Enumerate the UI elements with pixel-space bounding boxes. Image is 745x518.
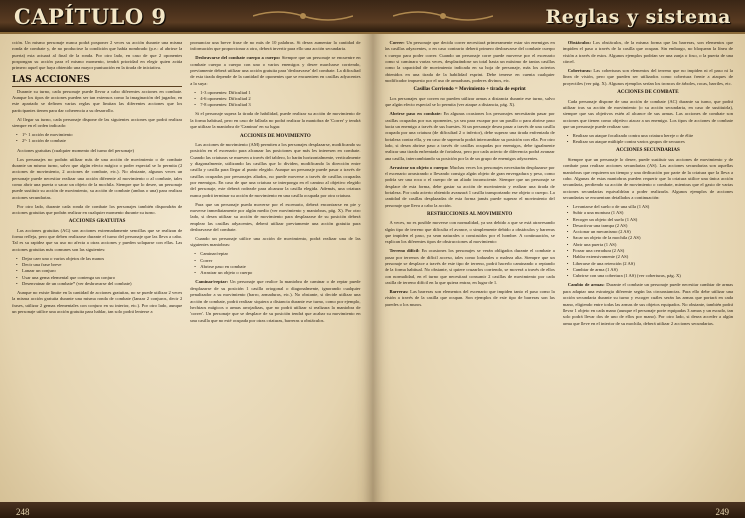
list-item: • Usar una gema elemental que contenga un conjuro xyxy=(16,275,182,281)
subheading-movimiento: ACCIONES DE MOVIMIENTO xyxy=(240,133,311,139)
left-column-1 xyxy=(12,40,182,498)
subheading-combate: ACCIONES DE COMBATE xyxy=(617,90,679,95)
right-page xyxy=(373,0,745,518)
ornament-icon xyxy=(393,8,493,24)
paragraph-text: Las barreras son elementos del escenario que impiden tanto el paso como la visión a través de la casilla que ocupan. Son ejemplos de este tipo de barreras son las paredes o los muros. xyxy=(384,289,555,307)
paragraph: Las acciones de movimiento (AM) permiten a los personajes desplazarse, modificando su posición en el escenario para alcanzar las posiciones que más les interesen en combate. Cuando las criaturas se mueven a través del tablero, lo harán horizontalmente, verticalmente y diagonalmente, utilizando las casillas que lo dividen, modificando la dirección entre casilla y casilla para llegar al punto elegido. Aunque un personaje puede pasar a través de casillas ocupadas por personajes aliados, no puede moverse a través de casillas ocupadas por enemigos. En caso de que una criatura se interponga en el camino al objetivo elegido del personaje, este deberá rodearle para alcanzar la casilla elegida. Además, una criatura nunca podrá terminar su acción de movimiento en una casilla ocupada por otra criatura. xyxy=(190,142,361,198)
paragraph: Cuando un personaje utilice una acción de movimiento, podrá realizar una de las siguientes maniobras: xyxy=(190,236,361,248)
list-item: • Lanzar un conjuro xyxy=(16,268,182,274)
inline-heading: Desbravarse del combate cuerpo a cuerpo: xyxy=(195,55,281,61)
paragraph: Aunque no existe límite en la cantidad de acciones gratuitas, no se puede utilizar 2 veces la misma acción gratuita durante una misma ronda de combate (lanzar 2 conjuros, decir 2 frases, utilizar 2 gemas elementales con conjuro en su interior, etc.). Por otro lado, aunque un personaje utilice una acción gratuita para hablar, tan solo podrá lenterse a xyxy=(12,290,183,315)
inline-heading: Correr: xyxy=(389,40,405,45)
list-item: • Liberarse de una retención (2 AS) xyxy=(567,261,733,267)
list-item: • Recoger un objeto del suelo (1 AS) xyxy=(567,217,733,223)
paragraph: Por otro lado, durante cada ronda de combate los personajes también dispondrán de acciones gratuitas que podrán realizar en cualquier momento durante su turno. xyxy=(12,203,183,215)
paragraph: Cada personaje dispone de una acción de combate (AC) durante su turno, que podrá utilizar tras su acción de movimiento (o su acción secundaria, en caso de sustituirla), siempre que sus objetivos estén al alcance de sus armas. Las acciones de combate son acciones que tienen como objetivo atacar a un enemigo. Los tipos de acciones de combate que un personaje puede realizar son: xyxy=(562,98,733,129)
paragraph-text: Muchas veces los personajes necesitarán desplazarse por el escenario arrastrando o llevando consigo algún objeto de gran envergadura y peso, como podría ser una roca o el cuerpo de un aliado inconsciente. Siempre que un personaje se desplace de esta forma, debe gastar su acción de movimiento y realizar una tirada de fortaleza. Por cada acierto obtenido avanzará 1 casilla transportando ese objeto o cuerpo. La cantidad de casillas desplazadas de esta forma jamás puede superar el movimiento del personaje que lleva a cabo la acción. xyxy=(384,164,555,208)
subheading-restricciones: RESTRICCIONES AL MOVIMIENTO xyxy=(427,211,513,217)
list-item: • Abrir una puerta (1 AS) xyxy=(567,242,733,248)
list-item: • Accionar un mecanismo (2 AS) xyxy=(567,229,733,235)
list-item: • 1-3 oponentes: Dificultad 1 xyxy=(194,90,360,96)
paragraph: Durante su turno, cada personaje puede llevar a cabo diferentes acciones en combate. Aunque los tipos de acciones pueden ser tan extensos como la imaginación del jugador, en este apartado se definen varias reglas que limitan las diferentes acciones que los participantes tienen para dar coherencia a su desarrollo. xyxy=(12,88,183,113)
list-item: • 1ª- 1 acción de movimiento xyxy=(16,132,182,138)
paragraph-text: En algunas ocasiones los personajes necesitarán pasar por casillas ocupadas por sus oponentes, ya sea para escapar por un pasillo o para abrirse paso hacia un enemigo a través de sus huestes. Si un personaje desea pasar a través de una casilla ocupada por una criatura (de dificultad 2 o inferior), debe superar una tirada enfrentada de fortaleza contra ella, y en caso de superarla podrá intercambiar su posición con ella. Por otro lado, si desea abrirse paso a través de casillas ocupadas por enemigos, debe igualmente realizar una tirada enfrentada de fortaleza, pero por cada acierto de diferencia podrá avanzar una casilla, intercambiando su posición por la de un grupo de enemigos adyacentes. xyxy=(384,111,555,161)
section-heading-acciones: LAS ACCIONES xyxy=(12,75,182,87)
page-number: 248 xyxy=(16,507,30,517)
list-item: • 2ª- 1 acción de combate xyxy=(16,138,182,144)
list-item: • Subir a una montura (1 AS) xyxy=(567,210,733,216)
list-item: • Levantarse del suelo o de una silla (1 AS) xyxy=(567,204,733,210)
list-item: • Hablar extensivamente (2 AS) xyxy=(567,254,733,260)
left-footer xyxy=(0,502,373,518)
right-column-1 xyxy=(385,40,555,498)
list-item: • Caminar/reptar xyxy=(194,251,360,257)
paragraph-text: Durante el combate un personaje puede necesitar cambiar de armas para adaptar una estrategia diferente según las circunstancias. Para ello debe utilizar una acción secundaria durante su turno y escoger cuáles serán las armas que portará en cada mano, eligiendo entre todas las armas de sus objetos equipados. No obstante, también podrá llevar 1 objeto en cada mano (aunque el personaje porte equipadas 3 armas y un escudo, tan solo podrá llevar dos de uno de ellos por mano). Por otro lado, si desea acceder a algún arma que lleve en el interior de su mochila, deberá utilizar 2 acciones secundarias. xyxy=(562,282,733,326)
inline-heading: Abrirse paso en combate: xyxy=(389,111,442,117)
list-item: • Desactivar una trampa (2 AS) xyxy=(567,223,733,229)
combat-actions-list xyxy=(567,133,733,146)
subheading-gratuitas: ACCIONES GRATUITAS xyxy=(68,219,126,225)
paragraph: Si el personaje supera la tirada de habilidad, puede realizar su acción de movimiento de la forma habitual, pero en caso de fallarla no podrá realizar la maniobra de 'Correr' y tendrá que utilizar la maniobra de 'Caminar' en su lugar. xyxy=(190,111,361,130)
inline-heading: Barreras: xyxy=(389,289,409,295)
list-item: • Sacar un objeto de la mochila (2 AS) xyxy=(567,235,733,241)
formula-heading: Casillas Corriendo = Movimiento + tirada de esprint xyxy=(413,87,526,93)
paragraph: A veces, no es posible moverse con normalidad, ya sea debido a que se está atravesando algún tipo de terreno que dificulta el avance, o simplemente debido a obstáculos y barreras que impiden el paso, ya sean naturales o construidos por el hombre. A continuación, se explican los diferentes tipos de obstrucciones al movimiento: xyxy=(384,220,555,245)
paragraph: Los personajes que corren no pueden utilizar armas a distancia durante ese turno, salvo que algún efecto especial se lo permita (ver ataque a distancia, pág. X). xyxy=(384,95,555,108)
left-header xyxy=(0,0,373,34)
list-item: • Dejar caer uno o varios objetos de las manos xyxy=(16,256,182,262)
maneuver-list xyxy=(194,251,360,276)
paragraph: Las acciones gratuitas (AG) son acciones extremadamente sencillas que se realizan de forma refleja, pero que deben realizarse durante el turno del personaje que las lleva a cabo. Tal es su rapidez que su uso no afecta a otras acciones y pueden solaparse con ellas. Las acciones gratuitas más comunes son las siguientes: xyxy=(12,227,183,252)
difficulty-list xyxy=(194,90,360,109)
secondary-actions-list xyxy=(567,204,733,280)
list-item: • 4-6 oponentes: Dificultad 2 xyxy=(194,96,360,102)
section-title: Reglas y sistema xyxy=(545,6,731,28)
list-item: • 7-8 oponentes: Dificultad 3 xyxy=(194,102,360,108)
action-order-list xyxy=(16,132,182,145)
paragraph: Acciones gratuitas (cualquier momento del turno del personaje) xyxy=(17,147,134,153)
right-column-2 xyxy=(563,40,733,498)
subheading-secundarias: ACCIONES SECUNDARIAS xyxy=(615,148,680,154)
list-item: • Cubrirse con una cobertura (1 AS) (ver coberturas, pág. X) xyxy=(567,273,733,279)
paragraph: cción. Un mismo personaje nunca podrá posponer 2 veces su acción durante una misma ronda de combate y, de no producirse la condición que había nombrado (p.e.: al abrirse la puerta) esta actuará al final de la ronda. Por otro lado, en caso de que 2 oponentes pospongan su acción para el mismo momento, tendrá prioridad en elegir quien actúa primero aquel que haya obtenido una mayor puntuación en la tirada de iniciativa. xyxy=(12,40,183,71)
list-item: • Abrirse paso en combate xyxy=(194,264,360,270)
chapter-title: CAPÍTULO 9 xyxy=(14,4,167,29)
list-item: • Realizar un ataque múltiple contra varios grupos de secuaces xyxy=(567,139,733,145)
right-header xyxy=(373,0,745,34)
paragraph: pronunciar una breve frase de no más de 10 palabras. Si desea aumentar la cantidad de información que proporcionar a otro, deberá invertir para ello una acción secundaria. xyxy=(190,40,361,52)
ornament-icon xyxy=(253,8,353,24)
paragraph-text: Un personaje que decida correr necesitará primeramente estar sin enemigos en las casillas adyacentes, o en caso contrario deberá primero desbravarse del combate cuerpo a cuerpo para poder correr. Cuando un personaje corre puede moverse por el escenario como si caminara varias veces, desplazándose un total hasta un máximo de tantas casillas como la capacidad de movimiento indicada en su hoja de personaje, más los aciertos obtenidos en una tirada de la habilidad esprint. Debe tenerse en cuenta cualquier modificador impuesto por el uso de armaduras, poderes divinos, etc. xyxy=(384,40,555,84)
list-item: • Realizar un ataque focalizado contra una criatura hereje o de élite xyxy=(567,133,733,139)
inline-heading: Terreno difícil: xyxy=(389,248,420,254)
paragraph-text: Las coberturas son elementos del terreno que no impiden ni el paso ni la línea de visión, pero que pueden ser utilizados como cobertura frente a ataques de proyectiles (ver pág. X). Algunos ejemplos serían los troncos de árboles, rocas, barriles, etc. xyxy=(562,67,733,86)
left-column-2 xyxy=(190,40,360,498)
inline-heading: Caminar/reptar: xyxy=(195,279,229,285)
page-number: 249 xyxy=(715,507,729,517)
inline-heading: Obstáculos: xyxy=(567,40,591,45)
paragraph: Siempre que un personaje lo desee, puede sustituir sus acciones de movimiento y de combate para realizar acciones secundarias (AS). Las acciones secundarias son aquellas maniobras que requieren un tiempo y una dedicación por parte de la criatura que la lleva a cabo. Algunas de estas maniobras pueden requerir que la criatura utilice una única acción secundaria, perdiendo su acción de movimiento o combate, mientras que el gasto de varias acciones secundarias equivaldrían a poder realizarla. Algunos ejemplos de acciones secundarias se encuentran detallados a continuación: xyxy=(562,156,733,200)
list-item: • Correr xyxy=(194,258,360,264)
list-item: • Desenvainar de un combate* (ver desbravarse del combate) xyxy=(16,281,182,287)
paragraph-text: Siempre que un personaje se encuentre en combate cuerpo a cuerpo con uno o varios enemigos y desee marcharse corriendo, previamente deberá utilizar una acción gratuita para 'desbravarse' del combate. La dificultad de esta tirada depende de la cantidad de oponentes que se encuentren en casillas adyacentes a la suya: xyxy=(190,55,361,86)
inline-heading: Coberturas: xyxy=(567,67,592,73)
list-item: • Arrastrar un objeto o cuerpo xyxy=(194,270,360,276)
left-columns xyxy=(12,40,361,498)
paragraph: Al llegar su turno, cada personaje dispone de las siguientes acciones que podrá realizar siempre en el orden indicado: xyxy=(12,116,183,129)
list-item: • Forzar una cerradura (2 AS) xyxy=(567,248,733,254)
right-footer xyxy=(373,502,745,518)
paragraph-text: En ocasiones los personajes se verán obligados durante el combate a pasar por terrenos de difícil acceso, tales como lodazales o maleza alta. Siempre que un personaje se desplace a través de este tipo de terreno, podrá hacerlo caminando o reptando de la forma habitual. No obstante, si quiere cruzarlos corriendo, se moverá a través de ellos con normalidad, en el turno que necesitará consumir 2 casillas de movimiento por cada casilla de terreno difícil en la que quiera entrar, en lugar de 1. xyxy=(384,248,555,286)
paragraph: Para que un personaje pueda moverse por el escenario, deberá encontrarse en pie y moverse inmediatamente por algún medio (ver movimiento y maniobras, pág. X). Por otro lado, si desea utilizar su acción de movimiento para desplazarse de su posición deberá emplear las casillas adyacentes, deberá utilizar previamente una acción gratuita para desbravarse del combate. xyxy=(190,201,361,233)
list-item: • Decir una frase breve xyxy=(16,262,182,268)
inline-heading: Arrastrar un objeto o cuerpo: xyxy=(389,164,449,170)
free-actions-list xyxy=(16,256,182,287)
paragraph-text: Un personaje que realice la maniobra de caminar o de reptar puede desplazarse de su posición 1 casilla ortogonal o diagonalmente, ignorando cualquier penalizador a su movimiento (barro, armaduras, etc.). No obstante, si decide utilizar una acción de combate, podrá realizar siquiera a distancia durante ese turno, como por ejemplo, hechizos mágicos o armas arrojadizas, que no podrá utilizar si realizara la maniobra de 'correr'. Un personaje que se desplace de su posición tendrá que acabar su movimiento en una casilla que no esté ocupada por otras criaturas, barreras u obstáculos. xyxy=(190,279,361,323)
list-item: • Cambiar de arma (1 AS) xyxy=(567,267,733,273)
right-columns xyxy=(385,40,734,498)
paragraph: Los personajes no podrán utilizar más de una acción de movimiento o de combate durante un mismo turno, salvo que algún efecto mágico o poder especial se lo permita (2 acciones de movimiento, 2 acciones de combate, etc.). No obstante, algunos veces un personaje puede necesitar realizar una acción diferente al movimiento o al combate, tales como abrir una puerta o sacar un objeto de la mochila. Siempre que lo desee, un personaje puede sustituir su acción de movimiento, su acción de combate (ambas o una) para realizar acciones secundarias. xyxy=(12,156,183,200)
paragraph-text: Los obstáculos, de la misma forma que las barreras, son elementos que impiden el paso a través de la casilla que ocupan. Sin embargo, no bloquean la línea de visión a través de estos. Algunos ejemplos podrían ser una zanja o foso, o la puerta de una cárcel. xyxy=(562,40,733,65)
inline-heading: Cambio de armas: xyxy=(567,282,605,288)
